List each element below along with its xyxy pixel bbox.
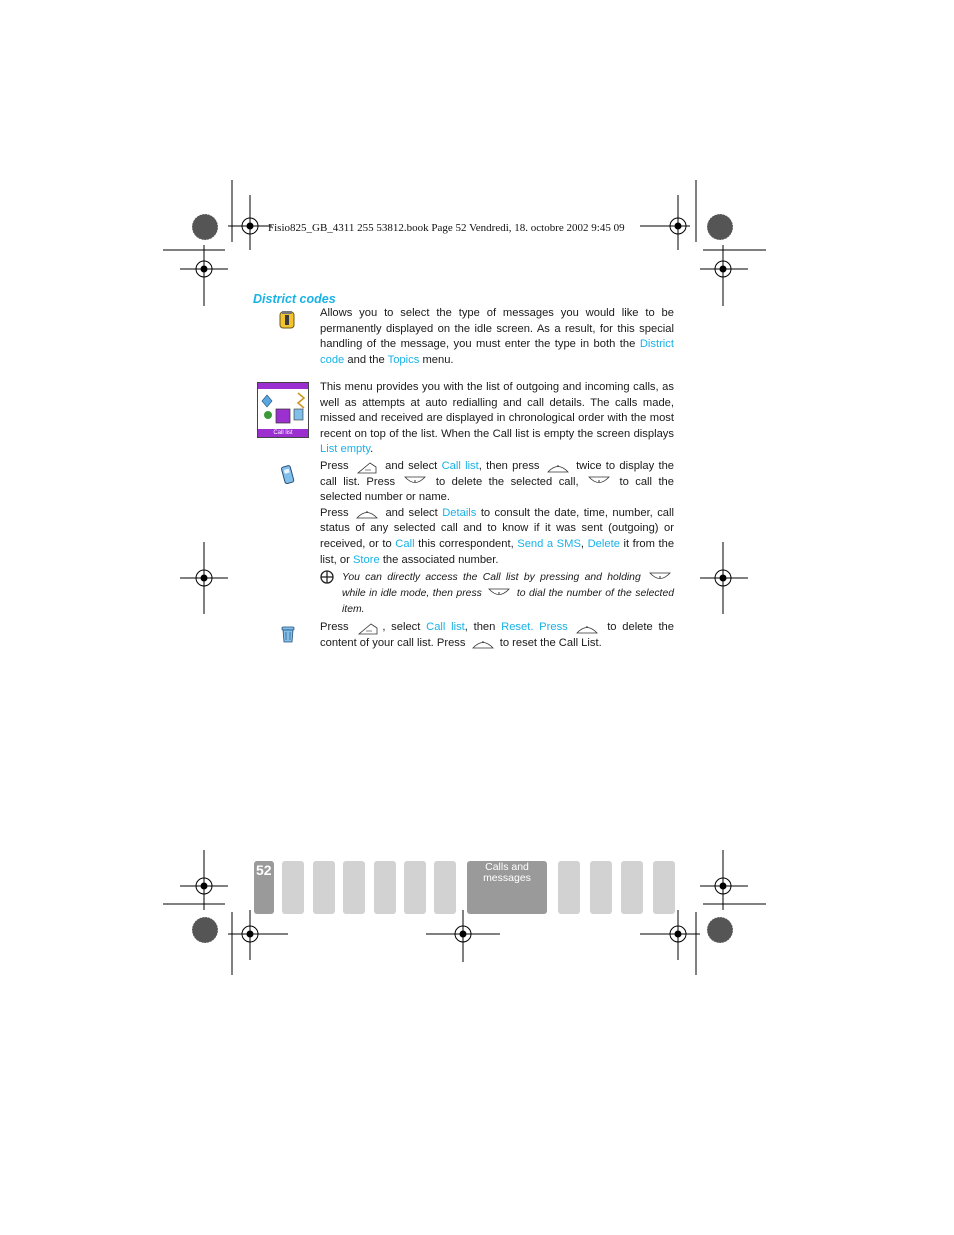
bluetooth-icon — [298, 393, 304, 408]
link-store[interactable]: Store — [352, 553, 380, 566]
menu-key-icon — [357, 622, 379, 633]
tab-chapter-9[interactable] — [590, 861, 612, 914]
globe-icon — [264, 411, 272, 419]
tab-chapter-4[interactable] — [374, 861, 396, 914]
tip-text: You can directly access the Call list by pressing and holding while in idle mode, then press to dial the number of the selected item. — [342, 572, 675, 615]
tab-chapter-8[interactable] — [558, 861, 580, 914]
link-delete[interactable]: Delete — [587, 537, 620, 550]
diamond-icon — [262, 395, 272, 407]
screen-label: Call list — [258, 429, 308, 437]
trash-icon — [280, 624, 296, 644]
link-reset[interactable]: Reset — [501, 621, 531, 633]
reset-text: Press , select Call list, then Reset. Press to delete the content of your call list. Press to reset the Call List. — [320, 621, 674, 649]
menu-key-icon — [356, 461, 378, 472]
section-title-district-codes: District codes — [253, 292, 336, 306]
ok-key-icon — [576, 622, 598, 633]
link-call-list[interactable]: Call list — [441, 460, 479, 472]
link-list-empty[interactable]: List empty — [320, 443, 371, 456]
cancel-key-icon — [404, 476, 426, 487]
phone-handset-icon — [278, 464, 298, 486]
ok-key-icon — [356, 507, 378, 518]
chapter-title: Calls and messages — [483, 861, 531, 884]
tab-chapter-1[interactable] — [282, 861, 304, 914]
ok-key-icon — [547, 461, 569, 472]
call-key-icon — [488, 588, 510, 599]
tab-chapter-3[interactable] — [343, 861, 365, 914]
call-key-icon — [649, 572, 671, 583]
link-call-list[interactable]: Call list — [426, 621, 465, 633]
tab-chapter-10[interactable] — [621, 861, 643, 914]
district-codes-text: Allows you to select the type of messages you would like to be permanently displayed on the idle screen. As a result, for this special handling of the message, you must enter the type in both the District code and the Topics menu. — [320, 307, 674, 366]
info-broadcast-icon — [277, 310, 297, 330]
file-header: Fisio825_GB_4311 255 53812.book Page 52 Vendredi, 18. octobre 2002 9:45 09 — [268, 222, 625, 234]
call-list-menu-icon — [276, 409, 290, 423]
call-key-icon — [588, 476, 610, 487]
link-details[interactable]: Details — [442, 506, 477, 519]
call-list-text: This menu provides you with the list of outgoing and incoming calls, as well as attempts at auto redialling and call details. The calls made, missed and received are displayed in chronological order with the most recent on top of the list. When the Call list is empty the screen displays List empty. — [320, 381, 674, 456]
book-icon — [294, 409, 303, 420]
call-list-screen-image — [257, 382, 309, 438]
link-district-code[interactable]: District code — [320, 338, 674, 366]
tab-chapter-11[interactable] — [653, 861, 675, 914]
tab-chapter-2[interactable] — [313, 861, 335, 914]
link-send-sms[interactable]: Send a SMS — [517, 537, 581, 550]
ok-key-icon — [472, 637, 494, 648]
call-list-display-text: Press and select Call list, then press twice to display the call list. Press to delete the selected call, to call the selected number or name. Press and select Details to consult the date, time, number, call status of any selected call and to know if it was sent (outgoing) or received, or to Call this correspondent, Send a SMS, Delete it from the list, or Store the associated number. — [320, 460, 675, 566]
page-number: 52 — [256, 862, 272, 878]
tab-chapter-6[interactable] — [434, 861, 456, 914]
link-topics[interactable]: Topics — [387, 353, 420, 366]
tab-chapter-5[interactable] — [404, 861, 426, 914]
link-call[interactable]: Call — [395, 537, 415, 550]
tip-icon — [320, 570, 334, 584]
